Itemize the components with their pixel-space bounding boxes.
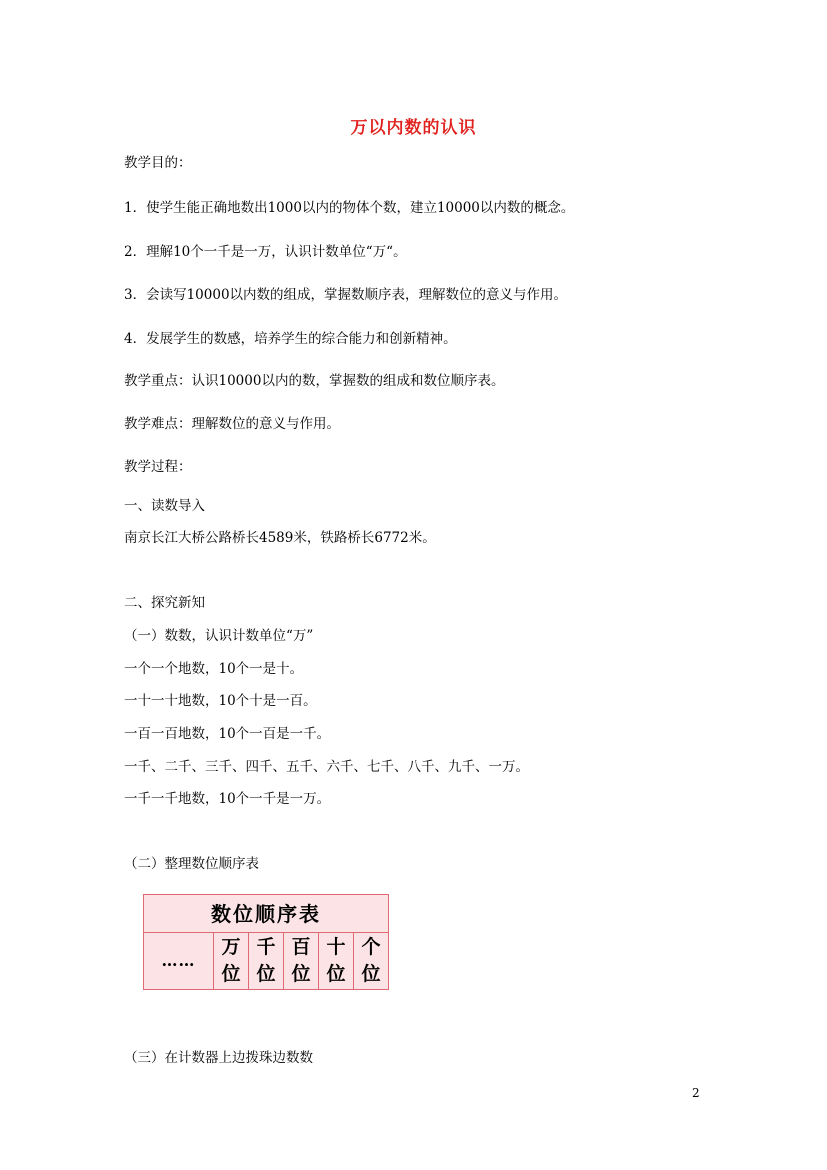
subsection-heading: （三）在计数器上边拨珠边数数 — [124, 1050, 313, 1066]
column-top-char: 万 — [221, 936, 241, 958]
table-column-bai — [283, 933, 318, 989]
table-column-ge — [353, 933, 388, 989]
text-line: 一千、二千、三千、四千、五千、六千、七千、八千、九千、一万。 — [124, 759, 529, 775]
column-bottom-char: 位 — [291, 963, 311, 985]
text-line: 一十一十地数，10个十是一百。 — [124, 693, 317, 709]
column-bottom-char: 位 — [326, 963, 346, 985]
column-top-char: 百 — [291, 936, 311, 958]
table-ellipsis-cell: …… — [161, 951, 196, 970]
text-line: 3．会读写10000以内数的组成，掌握数顺序表，理解数位的意义与作用。 — [124, 287, 568, 303]
text-line: 4．发展学生的数感，培养学生的综合能力和创新精神。 — [124, 331, 457, 347]
text-line: 教学重点：认识10000以内的数，掌握数的组成和数位顺序表。 — [124, 373, 505, 389]
table-column-wan — [213, 933, 248, 989]
text-line: 教学目的： — [124, 155, 192, 171]
section-heading: 二、探究新知 — [124, 595, 205, 611]
column-bottom-char: 位 — [221, 963, 241, 985]
table-column-qian — [248, 933, 283, 989]
text-line: 一千一千地数，10个一千是一万。 — [124, 791, 331, 807]
subsection-heading: （二）整理数位顺序表 — [124, 856, 259, 872]
text-line: 教学过程： — [124, 459, 192, 475]
table-header: 数位顺序表 — [144, 895, 388, 933]
table-column-shi — [318, 933, 353, 989]
subsection-heading: （一）数数，认识计数单位“万” — [124, 628, 314, 644]
text-line: 南京长江大桥公路桥长4589米，铁路桥长6772米。 — [124, 530, 436, 546]
column-top-char: 个 — [361, 936, 381, 958]
text-line: 2．理解10个一千是一万，认识计数单位“万“。 — [124, 244, 407, 260]
column-bottom-char: 位 — [256, 963, 276, 985]
page-number: 2 — [692, 1086, 700, 1100]
text-line: 一个一个地数，10个一是十。 — [124, 661, 304, 677]
text-line: 教学难点：理解数位的意义与作用。 — [124, 416, 340, 432]
column-bottom-char: 位 — [361, 963, 381, 985]
column-top-char: 十 — [326, 936, 346, 958]
text-line: 一百一百地数，10个一百是一千。 — [124, 726, 331, 742]
document-title: 万以内数的认识 — [350, 118, 477, 138]
section-heading: 一、读数导入 — [124, 498, 205, 514]
text-line: 1．使学生能正确地数出1000以内的物体个数，建立10000以内数的概念。 — [124, 200, 575, 216]
place-value-table — [143, 894, 389, 990]
column-top-char: 千 — [256, 936, 276, 958]
